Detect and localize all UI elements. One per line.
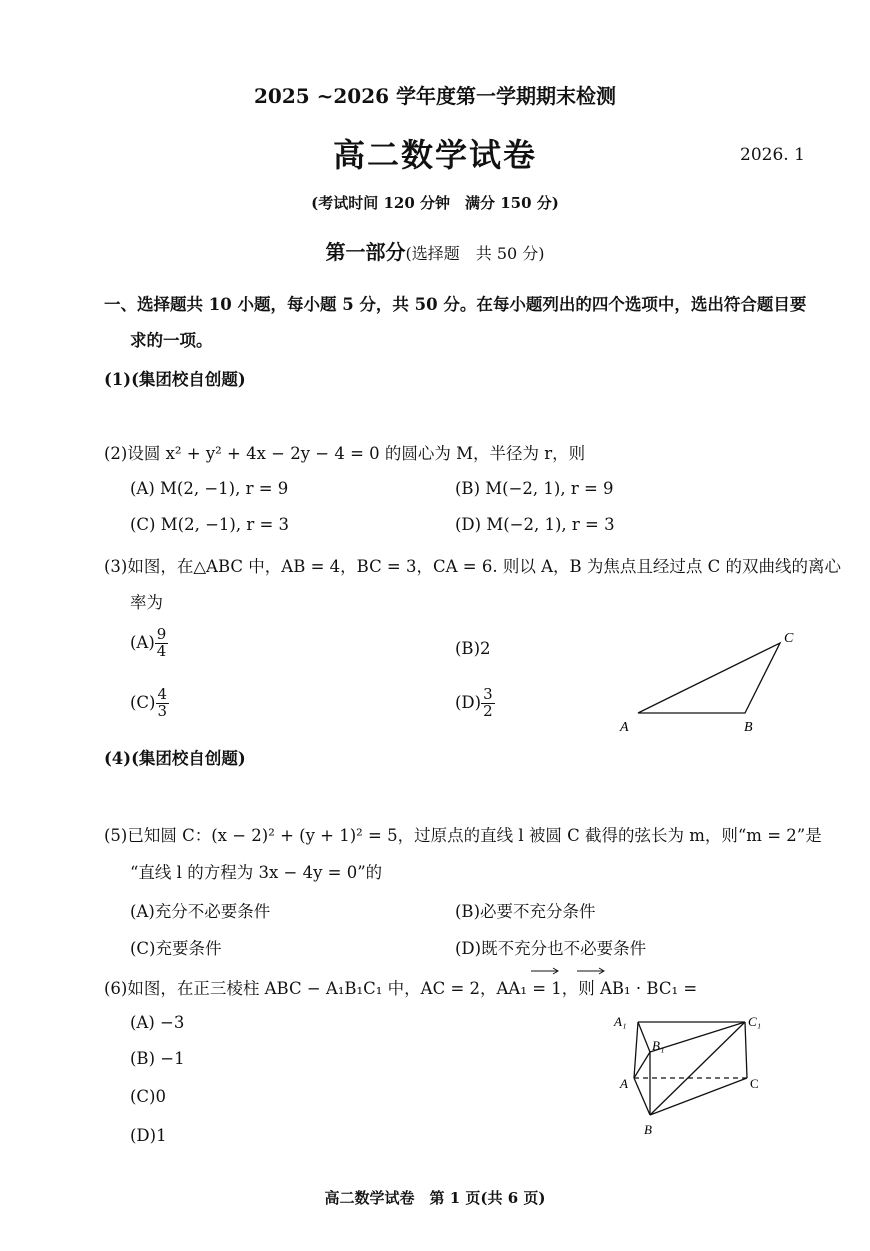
question-5-option-b: (B)必要不充分条件 [455, 902, 596, 921]
vertex-label-c: C [784, 631, 794, 646]
option-c-label: (C) [130, 692, 156, 712]
part-name: 第一部分 [325, 240, 406, 264]
option-a-label: (A) [130, 632, 155, 652]
vertex-label-c: C [750, 1076, 759, 1091]
fraction-denominator: 3 [157, 701, 168, 720]
question-5-stem-line2: “直线 l 的方程为 3x − 4y = 0”的 [130, 863, 383, 882]
question-5-stem-line1: (5)已知圆 C：(x − 2)² + (y + 1)² = 5，过原点的直线 l 被圆 C 截得的弦长为 m，则“m = 2”是 [104, 826, 822, 845]
question-6-option-a: (A) −3 [130, 1013, 185, 1032]
page-footer: 高二数学试卷 第 1 页(共 6 页) [324, 1189, 546, 1207]
vertex-label-a: A [620, 720, 629, 735]
question-3-option-a [130, 627, 168, 660]
question-5-option-c: (C)充要条件 [130, 939, 222, 958]
vertex-label-b: B [644, 1122, 652, 1137]
vertex-label-b: B [744, 720, 753, 735]
triangle-abc [638, 643, 780, 713]
vertex-label-a: A [620, 1076, 628, 1091]
part-detail: (选择题 共 50 分) [405, 244, 545, 263]
question-3-option-c [130, 687, 169, 720]
question-5-option-a: (A)充分不必要条件 [130, 902, 271, 921]
vector-arrows [527, 963, 617, 977]
exam-term-heading: 2025 ~2026 学年度第一学期期末检测 [253, 84, 616, 108]
edge-a-a1 [634, 1022, 638, 1078]
exam-info: (考试时间 120 分钟 满分 150 分) [311, 194, 559, 212]
question-2-option-a: (A) M(2, −1), r = 9 [130, 479, 289, 498]
question-3-option-d [455, 687, 495, 720]
question-2-option-c: (C) M(2, −1), r = 3 [130, 515, 290, 534]
question-5-option-d: (D)既不充分也不必要条件 [455, 939, 647, 958]
question-3-stem-line2: 率为 [130, 593, 163, 612]
section-intro-line2: 求的一项。 [130, 331, 213, 350]
segment-a-b1 [634, 1052, 650, 1078]
fraction [155, 627, 169, 660]
fraction-denominator: 2 [483, 701, 493, 720]
prism-figure [610, 1000, 790, 1145]
section-intro-line1: 一、选择题共 10 小题，每小题 5 分，共 50 分。在每小题列出的四个选项中，选出符合题目要 [104, 295, 807, 314]
fraction-numerator: 3 [483, 685, 493, 703]
fraction [156, 687, 170, 720]
page-title: 高二数学试卷 [332, 136, 537, 174]
vertex-label-b1: B₁ [652, 1038, 665, 1053]
question-2-option-d: (D) M(−2, 1), r = 3 [455, 515, 615, 534]
part-heading [0, 236, 870, 265]
question-1-stem: (1)(集团校自创题) [104, 370, 246, 389]
question-2-stem: (2)设圆 x² + y² + 4x − 2y − 4 = 0 的圆心为 M，半径为 r，则 [104, 444, 586, 463]
edge-a1-b1 [638, 1022, 650, 1052]
fraction-numerator: 4 [157, 685, 168, 703]
segment-b-c1 [650, 1022, 745, 1115]
fraction-numerator: 9 [156, 625, 167, 643]
question-6-option-d: (D)1 [130, 1126, 167, 1145]
triangle-abc-figure [612, 625, 802, 740]
question-2-option-b: (B) M(−2, 1), r = 9 [455, 479, 614, 498]
edge-a-b [634, 1078, 650, 1115]
edge-b-c [650, 1078, 747, 1115]
question-6-option-c: (C)0 [130, 1087, 166, 1106]
question-6-option-b: (B) −1 [130, 1049, 185, 1068]
question-6-stem: (6)如图，在正三棱柱 ABC − A₁B₁C₁ 中，AC = 2，AA₁ = 1，则 AB₁ · BC₁ = [104, 979, 698, 998]
fraction [481, 687, 495, 720]
vertex-label-c1: C₁ [748, 1014, 762, 1029]
question-4-stem: (4)(集团校自创题) [104, 749, 246, 768]
vertex-label-a1: A₁ [614, 1014, 627, 1029]
option-d-label: (D) [455, 692, 482, 712]
question-3-stem-line1: (3)如图，在△ABC 中，AB = 4，BC = 3，CA = 6. 则以 A，B 为焦点且经过点 C 的双曲线的离心 [104, 557, 841, 576]
question-3-option-b: (B)2 [455, 639, 491, 658]
edge-c-c1 [745, 1022, 747, 1078]
exam-date: 2026. 1 [740, 145, 805, 165]
fraction-denominator: 4 [156, 641, 167, 660]
